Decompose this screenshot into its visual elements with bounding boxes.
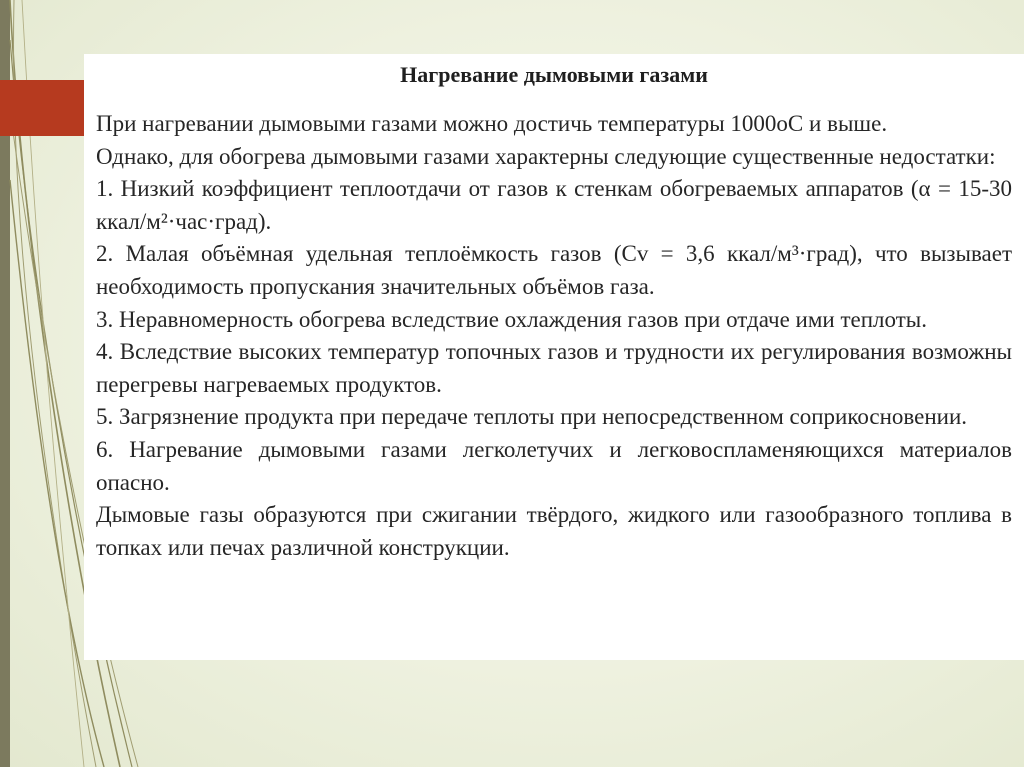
paragraph-item-3: 3. Неравномерность обогрева вследствие охлаждения газов при отдаче ими теплоты. — [96, 306, 927, 332]
slide-body — [96, 108, 1012, 564]
paragraph-intro: При нагревании дымовыми газами можно достичь температуры 1000оС и выше. — [96, 111, 888, 136]
paragraph-disadvantages-lead: Однако, для обогрева дымовыми газами характерны следующие существенные недостатки: — [96, 143, 996, 169]
paragraph-item-1: 1. Низкий коэффициент теплоотдачи от газов к стенкам обогреваемых аппаратов (α = 15-30 ккал/м²·час·град). — [96, 176, 1012, 234]
paragraph-item-6: 6. Нагревание дымовыми газами легколетучих и легковоспламеняющихся материалов опасно. — [96, 436, 1012, 495]
paragraph-item-4: 4. Вследствие высоких температур топочных газов и трудности их регулирования возможны перегревы нагреваемых продуктов. — [96, 339, 1012, 397]
slide-title: Нагревание дымовыми газами — [400, 62, 708, 87]
paragraph-item-5: 5. Загрязнение продукта при передаче теплоты при непосредственном соприкосновении. — [96, 404, 968, 430]
slide-content-card — [84, 54, 1024, 660]
accent-red-block — [0, 80, 84, 136]
paragraph-item-2: 2. Малая объёмная удельная теплоёмкость газов (Cv = 3,6 ккал/м³·град), что вызывает необходимость пропускания значительных объёмов газа. — [96, 241, 1012, 299]
paragraph-conclusion: Дымовые газы образуются при сжигании твёрдого, жидкого или газообразного топлива в топках или печах различной конструкции. — [96, 502, 1012, 560]
